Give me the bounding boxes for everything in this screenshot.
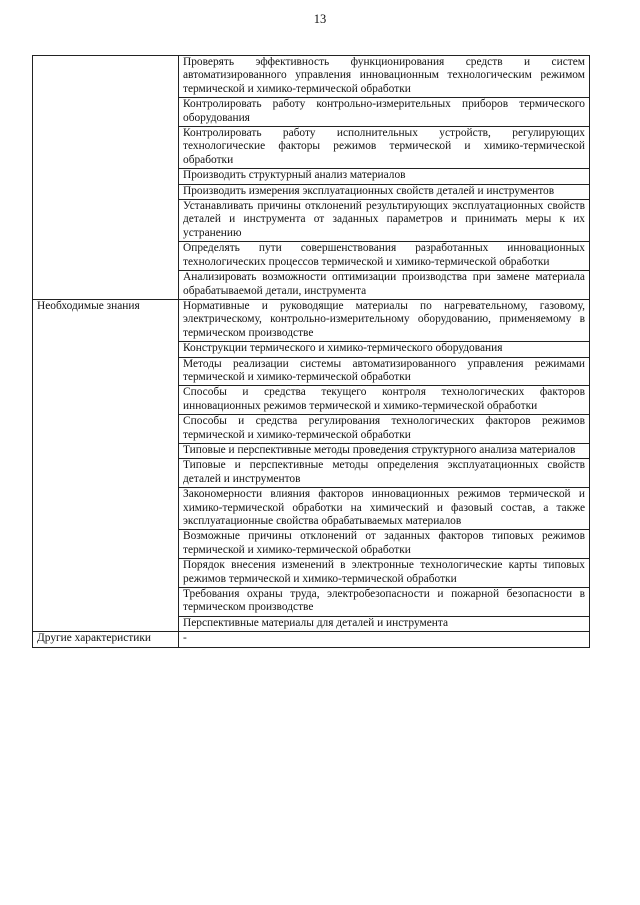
requirement-item: Определять пути совершенствования разработанных инновационных технологических процессов термической и химико-термической обработки — [179, 242, 590, 271]
requirement-item: Устанавливать причины отклонений результирующих эксплуатационных свойств деталей и инструмента от заданных параметров и принимать меры к их устранению — [179, 200, 590, 242]
requirement-item: Закономерности влияния факторов инновационных режимов термической и химико-термической обработки на химический и фазовый состав, а также эксплуатационные свойства обрабатываемых материалов — [179, 488, 590, 530]
section-label — [33, 56, 179, 300]
requirement-item: Типовые и перспективные методы определения эксплуатационных свойств деталей и инструментов — [179, 459, 590, 488]
section-label: Другие характеристики — [33, 632, 179, 647]
section-label: Необходимые знания — [33, 299, 179, 631]
requirement-item: Порядок внесения изменений в электронные технологические карты типовых режимов термической и химико-термической обработки — [179, 559, 590, 588]
requirement-item: Производить измерения эксплуатационных свойств деталей и инструментов — [179, 184, 590, 199]
requirement-item: Возможные причины отклонений от заданных факторов типовых режимов термической и химико-термической обработки — [179, 530, 590, 559]
table-row — [33, 632, 590, 647]
requirement-item: Способы и средства текущего контроля технологических факторов инновационных режимов термической и химико-термической обработки — [179, 386, 590, 415]
requirement-item: Конструкции термического и химико-термического оборудования — [179, 342, 590, 357]
requirement-item: Способы и средства регулирования технологических факторов режимов термической и химико-термической обработки — [179, 415, 590, 444]
requirement-item: Типовые и перспективные методы проведения структурного анализа материалов — [179, 443, 590, 458]
requirement-item: Перспективные материалы для деталей и инструмента — [179, 616, 590, 631]
table-row — [33, 56, 590, 98]
requirement-item: Контролировать работу контрольно-измерительных приборов термического оборудования — [179, 98, 590, 127]
requirement-item: Производить структурный анализ материалов — [179, 169, 590, 184]
requirement-item: Анализировать возможности оптимизации производства при замене материала обрабатываемой детали, инструмента — [179, 271, 590, 300]
requirement-item: - — [179, 632, 590, 647]
requirement-item: Проверять эффективность функционирования средств и систем автоматизированного управления инновационным технологическим режимом термической и химико-термической обработки — [179, 56, 590, 98]
page-number: 13 — [313, 12, 327, 26]
table-row — [33, 299, 590, 341]
requirement-item: Требования охраны труда, электробезопасности и пожарной безопасности в термическом производстве — [179, 588, 590, 617]
requirement-item: Методы реализации системы автоматизированного управления режимами термической и химико-термической обработки — [179, 357, 590, 386]
requirement-item: Контролировать работу исполнительных устройств, регулирующих технологические факторы режимов термической и химико-термической обработки — [179, 127, 590, 169]
requirement-item: Нормативные и руководящие материалы по нагревательному, газовому, электрическому, контрольно-измерительному оборудованию, применяемому в термическом производстве — [179, 299, 590, 341]
competency-table — [32, 55, 590, 648]
